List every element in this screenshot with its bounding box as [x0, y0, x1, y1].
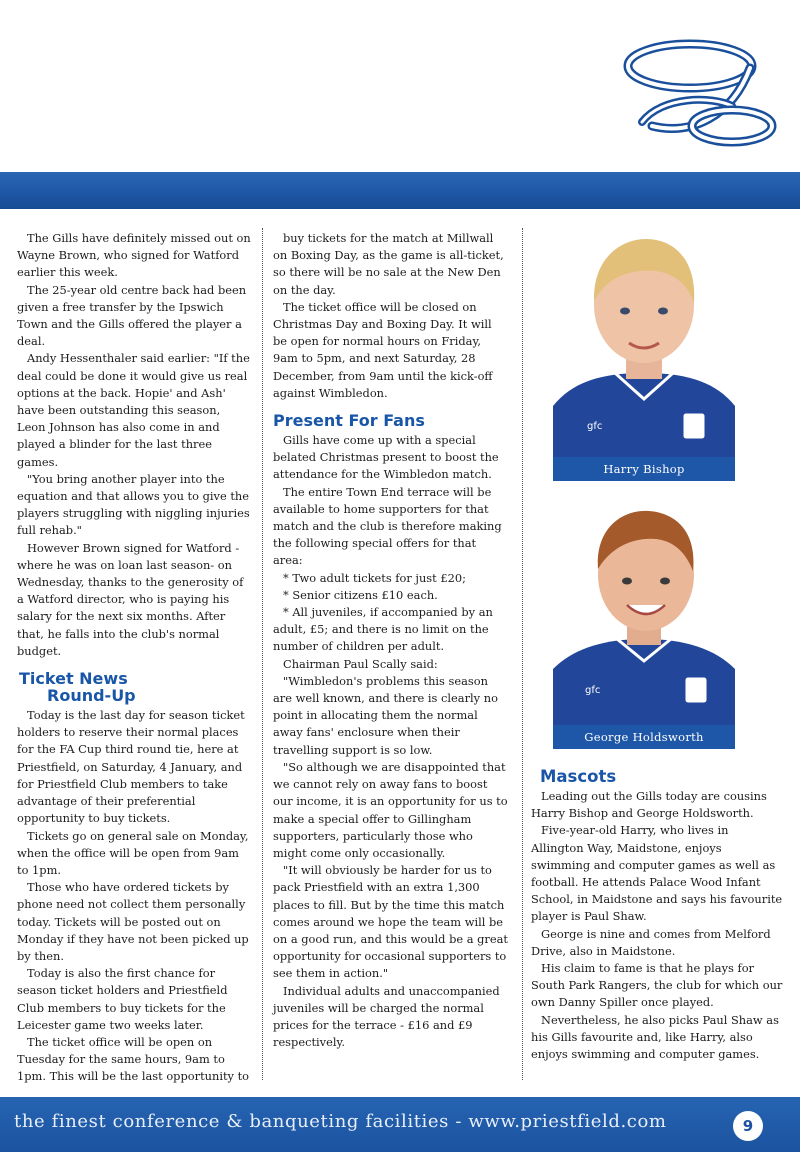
paragraph: The 25-year old centre back had been given a free transfer by the Ipswich Town and the Gills offered the player a deal. [17, 282, 247, 349]
offer-item: * Two adult tickets for just £20; [283, 570, 466, 585]
photo-caption: Harry Bishop [553, 457, 735, 481]
header-band [0, 172, 800, 209]
page-footer [0, 1097, 800, 1152]
photo-caption: George Holdsworth [553, 725, 735, 749]
paragraph: "You bring another player into the equation and that allows you to give the players struggling with niggling injuries full rehab." [17, 471, 250, 538]
column-divider [262, 228, 263, 1080]
photo-george-holdsworth [553, 501, 735, 749]
paragraph: George is nine and comes from Melford Drive, also in Maidstone. [531, 926, 771, 958]
paragraph: The Gills have definitely missed out on Wayne Brown, who signed for Watford earlier this week. [17, 231, 251, 280]
paragraph: buy tickets for the match at Millwall on Boxing Day, as the game is all-ticket, so there will be no sale at the New Den on the day. [273, 231, 504, 297]
paragraph: Those who have ordered tickets by phone need not collect them personally today. Tickets will be posted out on Monday if they have not been picked up by then. [17, 880, 249, 963]
paragraph: Individual adults and unaccompanied juveniles will be charged the normal prices for the terrace - £16 and £9 respectively. [273, 983, 500, 1050]
paragraph: The ticket office will be closed on Christmas Day and Boxing Day. It will be open for normal hours on Friday, 9am to 5pm, and next Saturday, 28 December, from 9am until the kick-off against Wimbledon. [273, 299, 493, 400]
heading-line: Ticket News [19, 669, 128, 689]
paragraph: Today is also the first chance for season ticket holders and Priestfield Club members to buy tickets for the Leicester game two weeks later. [17, 966, 228, 1032]
heading-line: Round-Up [47, 686, 136, 706]
present-for-fans-heading: Present For Fans [273, 411, 425, 431]
mascots-heading: Mascots [540, 767, 617, 786]
page-header [0, 0, 800, 172]
paragraph: Gills have come up with a special belated Christmas present to boost the attendance for the Wimbledon match. [273, 433, 499, 482]
portrait-image [553, 501, 735, 749]
offer-item: * Senior citizens £10 each. [283, 587, 438, 602]
portrait-image [553, 231, 735, 481]
paragraph: His claim to fame is that he plays for South Park Rangers, the club for which our own Danny Spiller once played. [531, 961, 783, 1010]
paragraph: "Wimbledon's problems this season are well known, and there is clearly no point in allocating them the normal away fans' enclosure when their travelling support is so low. [273, 673, 498, 757]
paragraph: The ticket office will be open on Tuesday for the same hours, 9am to 1pm. This will be the last opportunity to [17, 1034, 250, 1084]
ticket-news-heading [19, 670, 251, 704]
article-column-2 [273, 230, 509, 1051]
paragraph: "It will obviously be harder for us to pack Priestfield with an extra 1,300 places to fill. But by the time this match comes around we hope the team will be on a good run, and this would be a great opportunity for occasional supporters to see them in action." [273, 863, 508, 981]
gfc-logo [612, 26, 782, 156]
article-column-3 [531, 768, 783, 1063]
paragraph: Chairman Paul Scally said: [283, 656, 438, 671]
column-divider [522, 228, 523, 1080]
paragraph: Five-year-old Harry, who lives in Allington Way, Maidstone, enjoys swimming and computer games as well as football. He attends Palace Wood Infant School, in Maidstone and says his favourite player is Paul Shaw. [531, 823, 783, 924]
paragraph: Today is the last day for season ticket holders to reserve their normal places for the FA Cup third round tie, here at Priestfield, on Saturday, 4 January, and for Priestfield Club members to take advantage of their preferential opportunity to buy tickets. [17, 708, 245, 826]
page-number: 9 [733, 1111, 763, 1141]
paragraph: Leading out the Gills today are cousins Harry Bishop and George Holdsworth. [531, 789, 767, 821]
paragraph: "So although we are disappointed that we cannot rely on away fans to boost our income, it is an opportunity for us to make a special offer to Gillingham supporters, particularly those who might come only occasionally. [273, 759, 508, 860]
paragraph: Tickets go on general sale on Monday, when the office will be open from 9am to 1pm. [17, 828, 249, 877]
svg-text:gfc: gfc [587, 421, 603, 432]
paragraph: Nevertheless, he also picks Paul Shaw as his Gills favourite and, like Harry, also enjoys swimming and computer games. [531, 1012, 779, 1062]
offer-item: * All juveniles, if accompanied by an adult, £5; and there is no limit on the number of children per adult. [273, 605, 493, 654]
svg-text:gfc: gfc [585, 685, 601, 696]
paragraph: Andy Hessenthaler said earlier: "If the deal could be done it would give us real options at the back. Hopie' and Ash' have been outstanding this season, Leon Johnson has also come in and played a blinder for the last three games. [17, 351, 250, 469]
paragraph: The entire Town End terrace will be available to home supporters for that match and the club is therefore making the following special offers for that area: [273, 484, 502, 568]
photo-harry-bishop [553, 231, 735, 481]
paragraph: However Brown signed for Watford - where he was on loan last season- on Wednesday, thanks to the generosity of a Watford director, who is paying his salary for the next six months. After that, he falls into the club's normal budget. [17, 540, 244, 658]
footer-tagline: the finest conference & banqueting facilities - www.priestfield.com [14, 1111, 667, 1132]
article-column-1 [17, 230, 251, 1086]
